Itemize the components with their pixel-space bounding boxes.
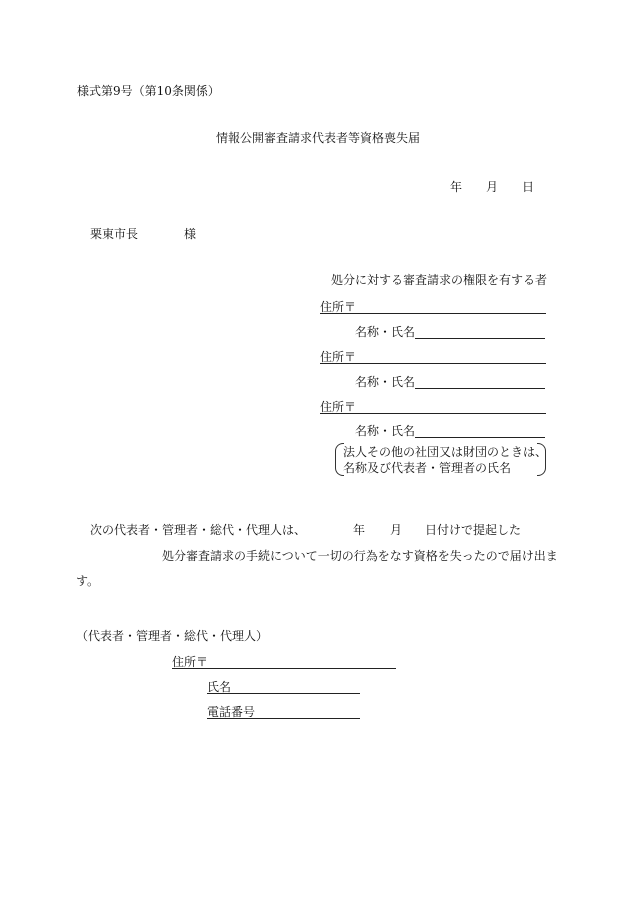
address-label: 住所〒 [320,300,357,314]
requester-heading: 処分に対する審査請求の権限を有する者 [331,273,548,287]
requester-note-line2: 名称及び代表者・管理者の氏名 [343,461,512,475]
requester-note-line1: 法人その他の社団又は財団のときは、 [343,445,548,459]
addressee-honorific: 様 [184,227,197,241]
body-line1-month: 月 [390,523,403,537]
body-line1-start: 次の代表者・管理者・総代・代理人は、 [90,523,307,537]
address-label: 住所〒 [320,400,357,414]
requester-name-2[interactable] [355,375,545,389]
representative-heading: （代表者・管理者・総代・代理人） [76,629,269,643]
representative-phone[interactable] [207,705,360,719]
page-title: 情報公開審査請求代表者等資格喪失届 [216,131,421,145]
body-line3: す。 [76,574,100,588]
address-label: 住所〒 [172,655,209,669]
date-year-label: 年 [450,180,463,194]
requester-address-2[interactable] [320,350,546,364]
body-line1-end: 日付けで提起した [425,523,522,537]
requester-address-3[interactable] [320,400,546,414]
requester-name-1[interactable] [355,325,545,339]
address-label: 住所〒 [320,350,357,364]
phone-label: 電話番号 [207,705,256,719]
addressee-name: 栗東市長 [90,227,139,241]
name-label: 名称・氏名 [355,375,416,389]
name-label: 氏名 [207,680,232,694]
body-line2: 処分審査請求の手続について一切の行為をなす資格を失ったので届け出ま [162,549,558,563]
representative-name[interactable] [207,680,360,694]
form-number: 様式第9号（第10条関係） [77,84,220,98]
requester-name-3[interactable] [355,424,545,438]
name-label: 名称・氏名 [355,325,416,339]
representative-address[interactable] [172,655,396,669]
body-line1-year: 年 [353,523,366,537]
name-label: 名称・氏名 [355,424,416,438]
date-month-label: 月 [486,180,499,194]
requester-address-1[interactable] [320,300,546,314]
date-day-label: 日 [522,180,535,194]
